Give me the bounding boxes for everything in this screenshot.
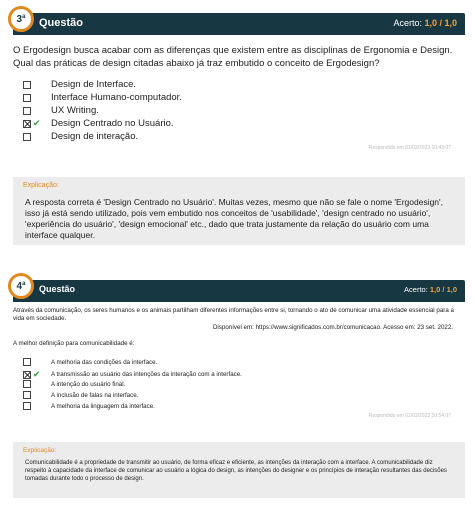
option-2[interactable] [23, 369, 242, 380]
explanation-box [13, 177, 465, 245]
question-4 [13, 270, 465, 510]
option-3[interactable] [23, 380, 125, 388]
option-label: A transmissão ao usuário das intenções da interação com a interface. [51, 371, 242, 378]
question-ordinal: a [22, 14, 26, 20]
question-prompt: A melhor definição para comunicabilidade é: [13, 340, 135, 347]
option-1[interactable] [23, 79, 136, 90]
score-label: Acerto: [404, 285, 428, 294]
option-label: A melhoria das condições da interface. [51, 358, 158, 366]
check-mark-icon: ✔ [33, 118, 41, 128]
score-value: 1,0 / 1,0 [424, 18, 457, 28]
checkbox-icon[interactable] [23, 81, 31, 89]
question-number: 4 [16, 280, 23, 292]
checkbox-icon[interactable] [23, 380, 31, 388]
option-label: A melhoria da linguagem da interface. [51, 402, 155, 410]
option-label: A intenção do usuário final. [51, 380, 126, 388]
checkbox-icon[interactable] [23, 391, 31, 399]
question-ordinal: a [22, 281, 26, 287]
checkbox-icon[interactable] [23, 94, 31, 102]
checkbox-checked-icon[interactable] [23, 120, 31, 128]
explanation-text: A resposta correta é 'Design Centrado no Usuário'. Muitas vezes, mesmo que não se fale o nome 'Ergodesign', isso já está sendo utilizado, pois vem embutido nos conceitos de 'usabilidade', 'design centrado no usuário', 'experiência do usuário', 'design emocional' etc., dado que trata justamente da relação do usuário com uma interface qualquer. [25, 197, 444, 241]
option-4[interactable] [23, 118, 174, 129]
checkbox-icon[interactable] [23, 133, 31, 141]
option-4[interactable] [23, 391, 138, 399]
answered-timestamp: Respondido em 01/03/2023 10:43:07 [368, 145, 451, 151]
question-statement: O Ergodesign busca acabar com as diferenças que existem entre as disciplinas de Ergonomia e Design. Qual das práticas de design citadas abaixo já traz embutido o conceito de Ergodesign? [13, 45, 453, 69]
answered-timestamp: Respondido em 01/03/2023 10:54:07 [368, 413, 451, 419]
score [404, 285, 457, 294]
option-5[interactable] [23, 402, 155, 410]
question-number-badge [8, 6, 34, 32]
source-citation: Disponível em: https://www.significados.com.br/comunicacao. Acesso em: 23 set. 2022. [212, 324, 453, 331]
check-mark-icon: ✔ [33, 369, 41, 379]
option-label: UX Writing. [51, 105, 99, 116]
option-5[interactable] [23, 131, 138, 142]
option-label: Design de interação. [51, 131, 139, 142]
checkbox-checked-icon[interactable] [23, 371, 31, 379]
explanation-box [13, 442, 465, 498]
question-number: 3 [16, 13, 23, 25]
option-1[interactable] [23, 358, 157, 366]
option-label: A inclusão de falas na interface. [51, 391, 139, 399]
checkbox-icon[interactable] [23, 358, 31, 366]
score-label: Acerto: [393, 18, 422, 28]
checkbox-icon[interactable] [23, 402, 31, 410]
option-label: Interface Humano-computador. [51, 92, 182, 103]
score [393, 18, 457, 28]
checkbox-icon[interactable] [23, 107, 31, 115]
explanation-text: Comunicabilidade é a propriedade de transmitir ao usuário, de forma eficaz e eficiente, as intenções da interação com a interface. A comunicabilidade diz respeito à capacidade da interface de comunicar ao usuário a lógica do design, as intenções do designer e os princípios de interação resultantes das decisões tomadas durante todo o processo de design. [25, 460, 447, 482]
option-label: Design Centrado no Usuário. [51, 118, 174, 129]
question-3 [13, 0, 465, 250]
option-label: Design de Interface. [51, 79, 137, 90]
explanation-heading: Explicação: [23, 182, 59, 189]
score-value: 1,0 / 1,0 [429, 285, 457, 294]
question-header [13, 280, 465, 302]
explanation-heading: Explicação: [23, 447, 57, 454]
question-statement: Através da comunicação, os seres humanos e os animais partilham diferentes informações entre si, tornando o ato de comunicar uma atividade essencial para a vida em sociedade. [13, 307, 454, 323]
question-title: Questão [39, 284, 76, 294]
question-title: Questão [39, 17, 84, 29]
question-number-badge [8, 273, 34, 299]
option-3[interactable] [23, 105, 99, 116]
question-header [13, 13, 465, 35]
option-2[interactable] [23, 92, 182, 103]
